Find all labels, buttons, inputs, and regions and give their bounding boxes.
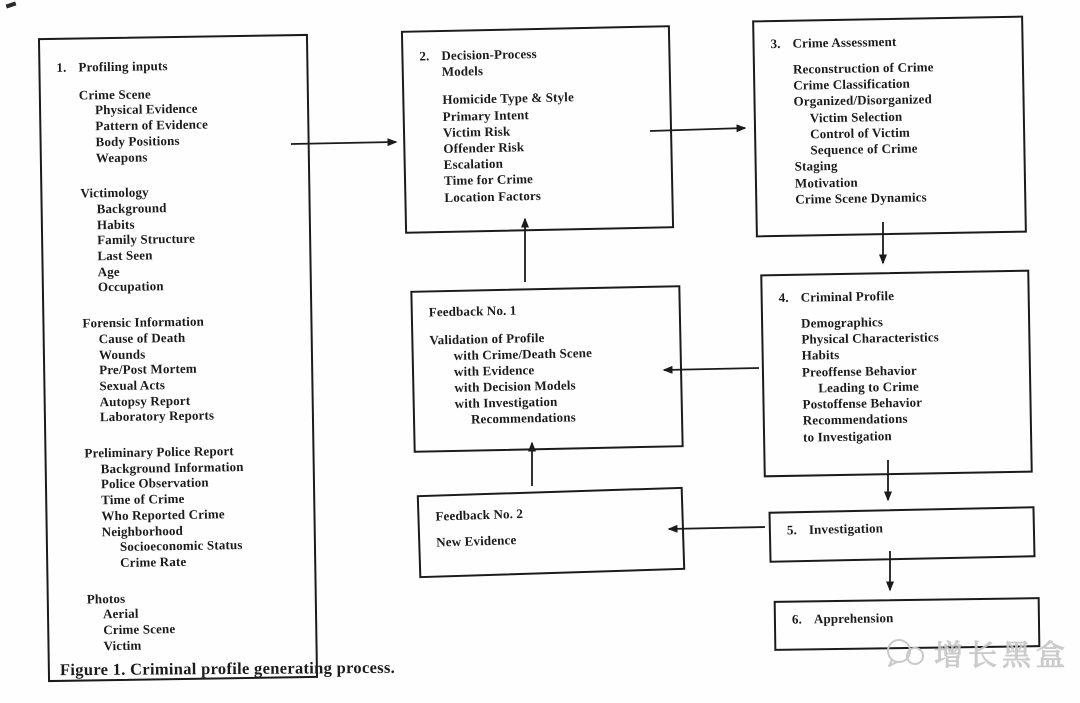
watermark (884, 633, 1070, 674)
list-item: with Investigation (454, 393, 558, 411)
list-item: with Crime/Death Scene (453, 344, 593, 363)
list-item: Crime Scene (103, 621, 176, 638)
list-item: Organized/Disorganized (793, 91, 933, 109)
box-item-list (779, 312, 1024, 447)
list-item: Pattern of Evidence (95, 116, 209, 134)
box-feedback-2 (417, 487, 685, 578)
box-decision-process-models (401, 25, 674, 234)
list-item: Photos (86, 590, 126, 607)
list-item: Recommendations (802, 411, 908, 429)
box-profiling-inputs (38, 34, 318, 682)
list-item: Physical Characteristics (801, 329, 940, 347)
box-criminal-profile (760, 270, 1033, 478)
list-item: Who Reported Crime (101, 506, 225, 524)
list-item: Family Structure (97, 231, 196, 248)
list-item: Staging (794, 158, 838, 175)
list-item: Victim Selection (809, 108, 903, 125)
list-item: Age (97, 263, 120, 279)
box-title: Criminal Profile (800, 288, 895, 305)
figure-caption: Figure 1. Criminal profile generating process. (59, 657, 396, 680)
list-item: Postoffense Behavior (802, 394, 923, 412)
list-item: Time of Crime (101, 491, 185, 508)
list-item: Pre/Post Mortem (99, 360, 197, 378)
list-item: Police Observation (100, 475, 209, 492)
list-item: Crime Classification (793, 75, 911, 93)
list-item: Validation of Profile (429, 329, 545, 348)
list-item: Preoffense Behavior (801, 362, 917, 380)
box-title: Crime Assessment (792, 33, 897, 51)
list-item: Crime Rate (120, 553, 187, 570)
box-number: 6. (791, 611, 803, 627)
list-item: Forensic Information (82, 313, 205, 331)
box-note: New Evidence (436, 531, 517, 550)
box-item-list (429, 327, 675, 428)
list-item: Victim Risk (442, 123, 511, 140)
box-title: Investigation (808, 520, 884, 537)
box-number: 1. (56, 59, 67, 75)
box-title: Apprehension (813, 610, 894, 627)
list-item: to Investigation (802, 427, 892, 445)
box-title-row (779, 286, 1022, 306)
list-item: Autopsy Report (99, 392, 191, 409)
list-item: Occupation (97, 278, 164, 295)
list-item: Sequence of Crime (810, 140, 918, 158)
box-title: Profiling inputs (78, 58, 168, 75)
box-title-row (770, 32, 1015, 52)
box-item-list (771, 57, 1019, 208)
list-item: Sexual Acts (99, 377, 166, 394)
list-item: Aerial (102, 606, 139, 622)
box-crime-assessment (752, 16, 1027, 238)
list-item: Victim (103, 637, 142, 654)
list-item: Victimology (80, 184, 149, 201)
box-title: Feedback No. 1 (428, 302, 517, 320)
list-item: Body Positions (95, 132, 180, 150)
list-item: with Decision Models (454, 377, 576, 395)
list-item: Last Seen (97, 247, 153, 264)
list-item: Background Information (100, 458, 244, 476)
list-item: Cause of Death (98, 329, 186, 347)
list-item: Leading to Crime (818, 378, 919, 396)
list-item: Crime Scene Dynamics (795, 189, 927, 207)
box-title: Decision-Process (441, 46, 537, 63)
list-item: Homicide Type & Style (442, 89, 575, 108)
box-item-list (420, 88, 665, 206)
box-investigation (768, 506, 1035, 563)
list-item: Background (96, 200, 167, 217)
list-item: Location Factors (444, 187, 542, 205)
box-item-list (57, 84, 308, 655)
list-item: Time for Crime (443, 171, 534, 189)
list-item: Escalation (443, 155, 504, 173)
chat-bubbles-icon (884, 636, 928, 672)
list-item: Physical Evidence (94, 101, 198, 118)
list-item: Demographics (800, 313, 884, 331)
list-item: Primary Intent (442, 106, 530, 124)
list-item: Reconstruction of Crime (792, 58, 934, 77)
box-number: 2. (419, 48, 430, 64)
box-number: 4. (778, 289, 789, 306)
list-item: Preliminary Police Report (84, 443, 234, 461)
list-item: Habits (801, 347, 840, 363)
list-item: Motivation (794, 174, 858, 191)
list-item: Crime Scene (78, 86, 152, 103)
box-title-row (792, 608, 1032, 627)
list-item: Habits (96, 216, 135, 232)
box-title-line2: Models (441, 63, 484, 80)
list-item: Neighborhood (101, 522, 184, 539)
list-item: Recommendations (470, 409, 576, 427)
box-number: 5. (786, 522, 798, 538)
box-number: 3. (770, 35, 781, 52)
list-item: Socioeconomic Status (119, 537, 243, 555)
list-item: Offender Risk (443, 139, 525, 156)
box-title: Feedback No. 2 (435, 505, 524, 524)
list-item: Weapons (95, 148, 148, 165)
list-item: Wounds (98, 346, 146, 362)
list-item: Laboratory Reports (99, 407, 215, 425)
box-title-row (787, 517, 1027, 538)
box-feedback-1 (410, 285, 683, 453)
scan-artifact (6, 2, 17, 9)
list-item: Control of Victim (809, 124, 911, 142)
list-item: with Evidence (453, 361, 535, 379)
watermark-text: 增长黑盒 (934, 640, 1071, 672)
